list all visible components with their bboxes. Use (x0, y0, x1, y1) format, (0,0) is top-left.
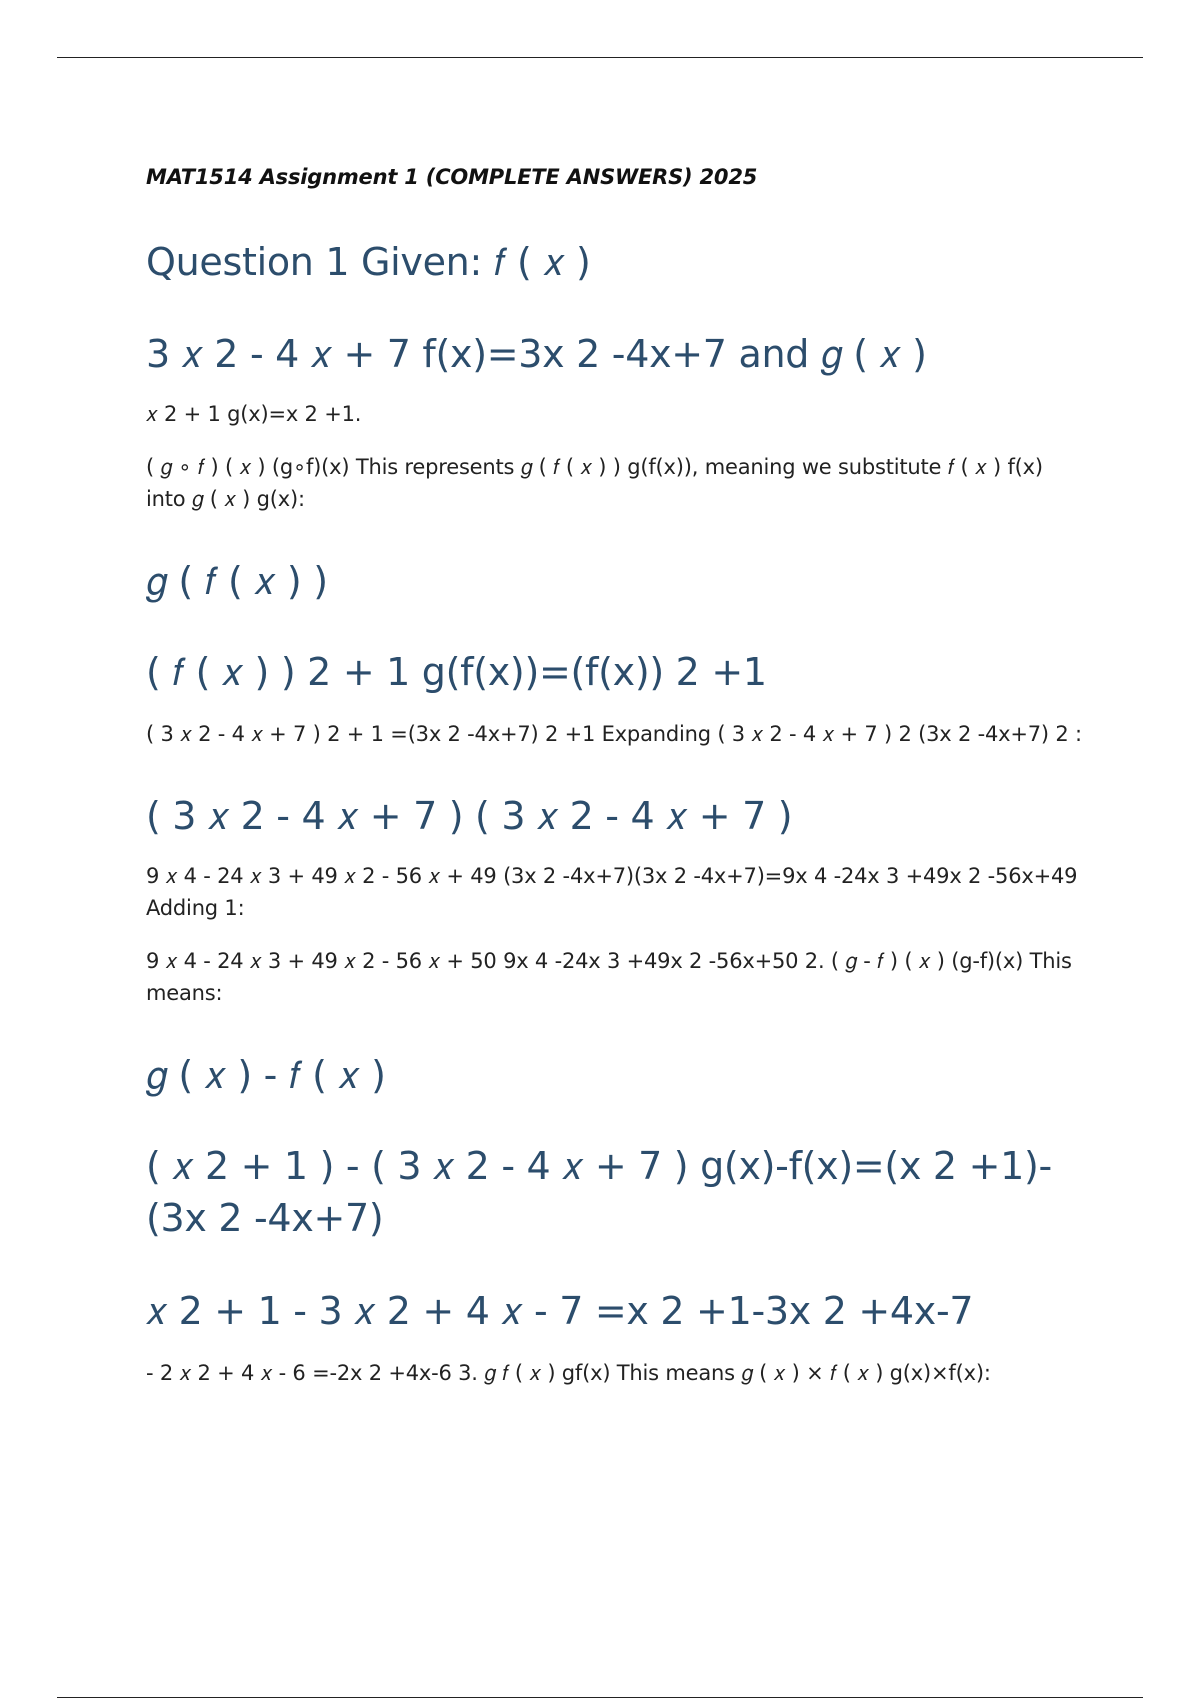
difference-substitution: ( 𝑥 2 + 1 ) - ( 3 𝑥 2 - 4 𝑥 + 7 ) g(x)-f(x)=(x 2 +1)-(3x 2 -4x+7) (146, 1144, 1052, 1240)
expanding-text: ( 3 𝑥 2 - 4 𝑥 + 7 ) 2 + 1 =(3x 2 -4x+7) 2 +1 Expanding ( 3 𝑥 2 - 4 𝑥 + 7 ) 2 (3x 2 -4x+7) 2 : (146, 722, 1082, 746)
question-1-heading: Question 1 Given: 𝑓 ( 𝑥 ) (146, 240, 591, 284)
composition-expression: 𝑔 ( 𝑓 ( 𝑥 ) ) (146, 559, 328, 603)
composition-substitution: ( 𝑓 ( 𝑥 ) ) 2 + 1 g(f(x))=(f(x)) 2 +1 (146, 650, 767, 694)
composition-explanation: ( 𝑔 ∘ 𝑓 ) ( 𝑥 ) (g∘f)(x) This represents 𝑔 ( 𝑓 ( 𝑥 ) ) g(f(x)), meaning we substitute 𝑓 ( 𝑥 ) f(x) into 𝑔 ( 𝑥 ) g(x): (146, 455, 1043, 511)
expansion-result: 9 𝑥 4 - 24 𝑥 3 + 49 𝑥 2 - 56 𝑥 + 49 (3x 2 -4x+7)(3x 2 -4x+7)=9x 4 -24x 3 +49x 2 -56x+49 Adding 1: (146, 864, 1078, 920)
bottom-rule (57, 1697, 1143, 1698)
product-expression: ( 3 𝑥 2 - 4 𝑥 + 7 ) ( 3 𝑥 2 - 4 𝑥 + 7 ) (146, 794, 793, 838)
document-title: MAT1514 Assignment 1 (COMPLETE ANSWERS) 2025 (146, 165, 758, 189)
top-rule (57, 57, 1143, 58)
difference-expression: 𝑔 ( 𝑥 ) - 𝑓 ( 𝑥 ) (146, 1053, 386, 1097)
functions-definition-line: 3 𝑥 2 - 4 𝑥 + 7 f(x)=3x 2 -4x+7 and 𝑔 ( 𝑥 ) (146, 332, 927, 376)
difference-simplification: 𝑥 2 + 1 - 3 𝑥 2 + 4 𝑥 - 7 =x 2 +1-3x 2 +4x-7 (146, 1289, 974, 1333)
part-2-intro: 9 𝑥 4 - 24 𝑥 3 + 49 𝑥 2 - 56 𝑥 + 50 9x 4 -24x 3 +49x 2 -56x+50 2. ( 𝑔 - 𝑓 ) ( 𝑥 ) (g-f)(x) This means: (146, 949, 1072, 1005)
part-3-intro: - 2 𝑥 2 + 4 𝑥 - 6 =-2x 2 +4x-6 3. 𝑔 𝑓 ( 𝑥 ) gf(x) This means 𝑔 ( 𝑥 ) × 𝑓 ( 𝑥 ) g(x)×f(x): (146, 1361, 991, 1385)
g-definition-text: 𝑥 2 + 1 g(x)=x 2 +1. (146, 402, 362, 426)
